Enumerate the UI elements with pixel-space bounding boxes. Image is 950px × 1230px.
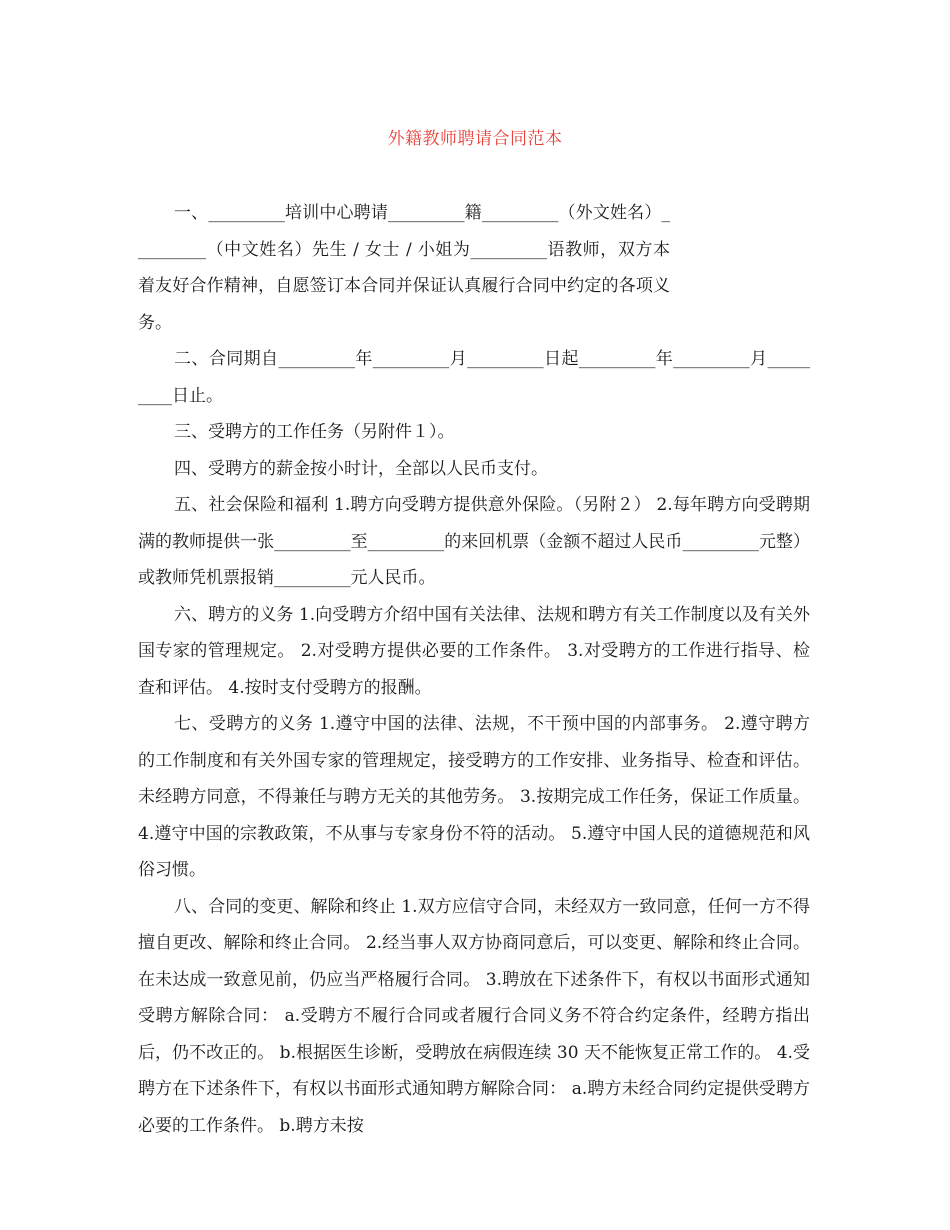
clause-4-paragraph: 四、受聘方的薪金按小时计，全部以人民币支付。 [174, 458, 548, 479]
clause-2-paragraph: 二、合同期自_________年_________月_________日起_________年_________月_________日止。 [138, 349, 810, 406]
clause-1-paragraph: 一、_________培训中心聘请_________籍_________（外文姓名）_________（中文姓名）先生 / 女士 / 小姐为_________语教师，双方本着友好合作精神，自愿签订本合同并保证认真履行合同中约定的各项义务。 [138, 203, 670, 333]
clause-5-paragraph: 五、社会保险和福利 1.聘方向受聘方提供意外保险。（另附２） 2.每年聘方向受聘期满的教师提供一张_________至_________的来回机票（金额不超过人民币_________元整）或教师凭机票报销_________元人民币。 [138, 495, 810, 588]
clause-6-paragraph: 六、聘方的义务 1.向受聘方介绍中国有关法律、法规和聘方有关工作制度以及有关外国专家的管理规定。 2.对受聘方提供必要的工作条件。 3.对受聘方的工作进行指导、检查和评估。 4.按时支付受聘方的报酬。 [138, 604, 810, 698]
document-body [138, 195, 810, 1144]
clause-8-paragraph: 八、合同的变更、解除和终止 1.双方应信守合同，未经双方一致同意，任何一方不得擅自更改、解除和终止合同。 2.经当事人双方协商同意后，可以变更、解除和终止合同。在未达成一致意见前，仍应当严格履行合同。 3.聘放在下述条件下，有权以书面形式通知受聘方解除合同： a.受聘方不履行合同或者履行合同义务不符合约定条件，经聘方指出后，仍不改正的。 b.根据医生诊断，受聘放在病假连续 30 天不能恢复正常工作的。 4.受聘方在下述条件下，有权以书面形式通知聘方解除合同： a.聘方未经合同约定提供受聘方必要的工作条件。 b.聘方未按 [138, 896, 810, 1136]
clause-3-paragraph: 三、受聘方的工作任务（另附件１）。 [174, 422, 455, 442]
document-title: 外籍教师聘请合同范本 [387, 129, 563, 149]
clause-7-paragraph: 七、受聘方的义务 1.遵守中国的法律、法规，不干预中国的内部事务。 2.遵守聘方的工作制度和有关外国专家的管理规定，接受聘方的工作安排、业务指导、检查和评估。未经聘方同意，不得兼任与聘方无关的其他劳务。 3.按期完成工作任务，保证工作质量。 4.遵守中国的宗教政策，不从事与专家身份不符的活动。 5.遵守中国人民的道德规范和风俗习惯。 [138, 714, 810, 880]
